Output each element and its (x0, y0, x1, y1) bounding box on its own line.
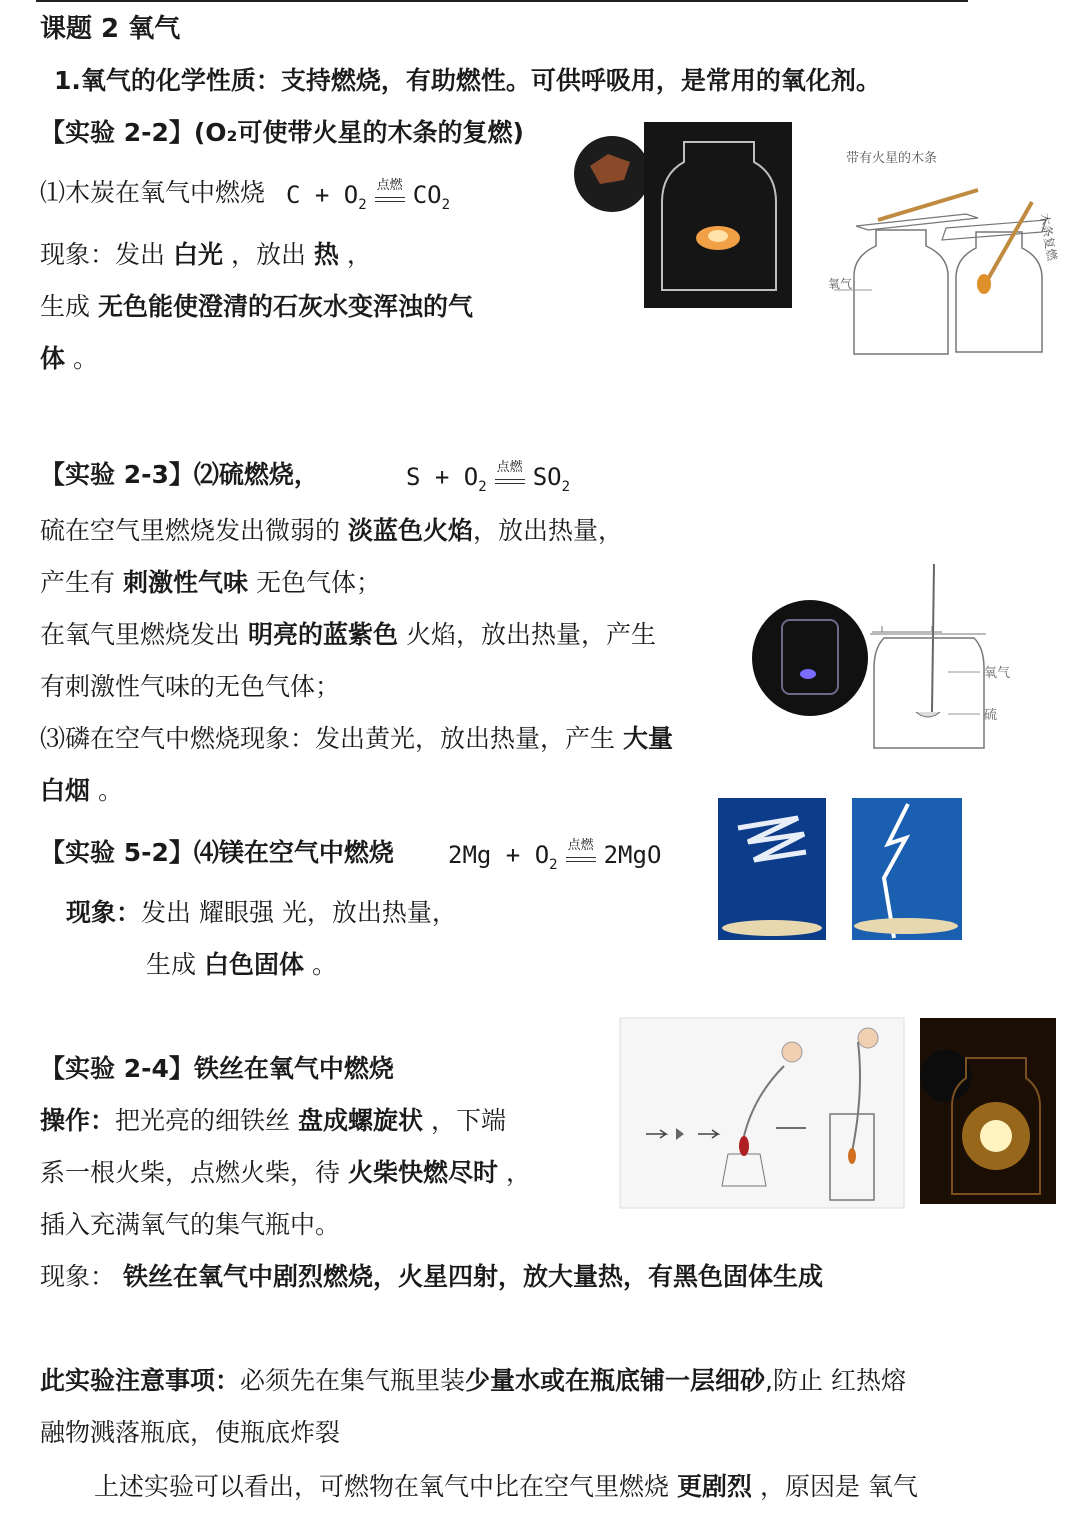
exp22-heading: 【实验 2-2】(O₂可使带火星的木条的复燃) (40, 118, 524, 147)
exp22-equation: $C + O_2$ 点燃 $CO_2$ (286, 178, 451, 213)
exp23-line1: 硫在空气里燃烧发出微弱的 淡蓝色火焰，放出热量， (40, 516, 623, 545)
fig-label-oxygen: 氧气 (984, 666, 1011, 681)
page-title: 课题 2 氧气 (40, 14, 181, 44)
exp23-line2: 产生有 刺激性气味 无色气体； (40, 568, 381, 597)
sulfur-flame-photo (752, 600, 868, 716)
exp23-heading: 【实验 2-3】⑵硫燃烧， (40, 460, 319, 489)
exp24-figure (620, 1018, 1056, 1208)
fig-label-sulfur: 硫 (984, 708, 998, 723)
exp24-note: 此实验注意事项：必须先在集气瓶里装少量水或在瓶底铺一层细砂,防止 红热熔 (40, 1366, 906, 1395)
top-rule (36, 0, 968, 2)
exp22-item: ⑴木炭在氧气中燃烧 (40, 178, 266, 207)
exp22-phenomenon: 现象：发出 白光 ，放出 热 ， (40, 240, 372, 269)
exp22-product: 生成 无色能使澄清的石灰水变浑浊的气 (40, 292, 473, 321)
exp23-line5: ⑶磷在空气中燃烧现象：发出黄光，放出热量，产生 大量 (40, 724, 673, 753)
charcoal-jar-photo (644, 122, 792, 308)
exp24-heading: 【实验 2-4】铁丝在氧气中燃烧 (40, 1054, 394, 1083)
exp24-phenomenon: 现象： 铁丝在氧气中剧烈燃烧，火星四射，放大量热，有黑色固体生成 (40, 1262, 823, 1291)
exp24-operation-2: 系一根火柴，点燃火柴，待 火柴快燃尽时 ， (40, 1158, 531, 1187)
section-heading: 1.氧气的化学性质：支持燃烧，有助燃性。可供呼吸用，是常用的氧化剂。 (54, 66, 881, 95)
exp23-line4: 有刺激性气味的无色气体； (40, 672, 341, 701)
iron-wire-procedure-diagram (620, 1018, 904, 1208)
magnesium-coil-photo (718, 798, 826, 940)
condition-mark: 点燃 (373, 181, 407, 211)
condition-mark: 点燃 (493, 463, 527, 493)
exp23-line3: 在氧气里燃烧发出 明亮的蓝紫色 火焰，放出热量，产生 (40, 620, 656, 649)
condition-mark: 点燃 (564, 841, 598, 871)
exp52-heading: 【实验 5-2】⑷镁在空气中燃烧 (40, 838, 394, 867)
exp23-figure (752, 562, 1042, 758)
exp23-line6: 白烟 。 (40, 776, 123, 805)
exp24-note-cont: 融物溅落瓶底，使瓶底炸裂 (40, 1418, 341, 1447)
exp52-product: 生成 白色固体 。 (146, 950, 337, 979)
fig-label-oxygen: 氧气 (828, 277, 853, 291)
exp52-equation: $2Mg + O_2$ 点燃 2MgO (448, 838, 662, 873)
exp24-operation: 操作：把光亮的细铁丝 盘成螺旋状 ，下端 (40, 1106, 506, 1135)
fig-label-rekindle: 木条复燃 (1037, 212, 1060, 262)
exp22-figure (566, 118, 1060, 358)
exp22-product-cont: 体 。 (40, 344, 98, 373)
exp24-operation-3: 插入充满氧气的集气瓶中。 (40, 1210, 341, 1239)
exp23-equation: $S + O_2$ 点燃 $SO_2$ (406, 460, 571, 495)
fig-label-stick: 带有火星的木条 (846, 151, 938, 166)
exp52-figure (718, 798, 964, 940)
summary-line: 上述实验可以看出，可燃物在氧气中比在空气里燃烧 更剧烈 ，原因是 氧气 (94, 1472, 918, 1501)
exp52-phenomenon: 现象：发出 耀眼强 光，放出热量， (66, 898, 457, 927)
